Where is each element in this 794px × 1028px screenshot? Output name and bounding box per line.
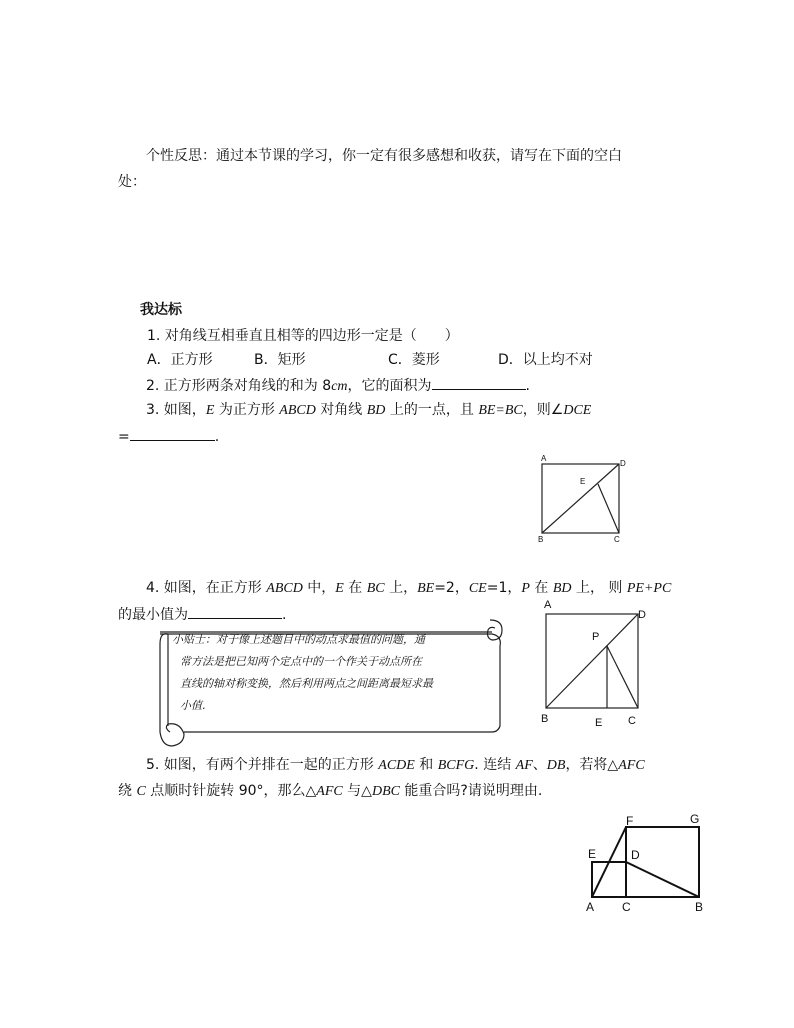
question-1-option-b: B．矩形 xyxy=(254,352,306,368)
q4-text: 上， 则 xyxy=(571,580,627,596)
q5-var: DBC xyxy=(371,784,400,799)
fig3-square-bcfg xyxy=(626,827,699,897)
tip-line-1: 小贴士：对于像上述题目中的动点求最值的问题，通 xyxy=(172,633,425,646)
fig3-label-a: A xyxy=(586,900,595,914)
tip-line-2: 常方法是把已知两个定点中的一个作关于动点所在 xyxy=(180,655,422,668)
q4-text: =2， xyxy=(434,580,469,596)
fig3-label-c: C xyxy=(622,900,631,914)
fig1-label-a: A xyxy=(541,454,547,463)
q5-var: AFC xyxy=(316,784,343,799)
q5-text: ，若将△ xyxy=(565,757,619,773)
q5-text: 5. 如图，有两个并排在一起的正方形 xyxy=(146,757,379,773)
tip-line-3: 直线的轴对称变换，然后利用两点之间距离最短求最 xyxy=(180,677,433,690)
q4-text: 4. 如图，在正方形 xyxy=(146,580,267,596)
q3-text: 对角线 xyxy=(315,402,367,418)
q3-eq: = xyxy=(118,429,130,445)
q5-var: DB xyxy=(546,758,566,773)
q5-var: ACDE xyxy=(378,758,415,773)
fig3-segment-db xyxy=(626,862,699,897)
fig1-label-c: C xyxy=(614,535,620,544)
question-2-text-b: ，它的面积为 xyxy=(347,378,432,394)
reflection-line-2: 处： xyxy=(118,174,146,190)
q5-text: 和 xyxy=(414,757,438,773)
q4-end: . xyxy=(282,607,287,623)
q4-var: BD xyxy=(552,581,572,596)
q4-var: ABCD xyxy=(266,581,303,596)
question-2-end: . xyxy=(525,378,530,394)
section-title: 我达标 xyxy=(140,302,182,318)
q4-text: 中， xyxy=(302,580,336,596)
q4-var: CE xyxy=(468,581,487,596)
fig3-square-acde xyxy=(592,862,626,897)
q3-condition: BE=BC xyxy=(478,403,523,418)
q5-text: 、 xyxy=(532,757,547,773)
fig2-label-c: C xyxy=(628,715,636,727)
question-2-unit: cm xyxy=(331,379,348,394)
tip-line-4: 小值. xyxy=(180,699,206,712)
question-2-value: 8 xyxy=(322,378,332,394)
fig2-label-p: P xyxy=(592,631,600,643)
q3-text: 3. 如图， xyxy=(146,402,206,418)
q3-end: . xyxy=(214,429,220,445)
q4-var: BE xyxy=(417,581,435,596)
q4-text: =1， xyxy=(486,580,522,596)
q4-text: 上， xyxy=(384,580,418,596)
q3-var-dce: DCE xyxy=(563,403,592,418)
fig1-label-d: D xyxy=(620,459,626,468)
question-1-option-c: C．菱形 xyxy=(388,352,440,368)
fig1-label-b: B xyxy=(538,535,544,544)
fig3-label-b: B xyxy=(695,900,704,914)
q4-text: 在 xyxy=(529,580,553,596)
q5-text: 点顺时针旋转 90°，那么△ xyxy=(145,783,317,799)
fig2-label-a: A xyxy=(544,599,552,611)
fig3-label-f: F xyxy=(626,814,634,828)
q5-var: BCFG xyxy=(437,758,475,773)
fig1-label-e: E xyxy=(580,477,586,486)
q3-text: ，则∠ xyxy=(522,402,564,418)
q4-text: 的最小值为 xyxy=(118,607,188,623)
q3-var-e: E xyxy=(205,403,215,418)
q5-text: 与△ xyxy=(342,783,372,799)
fig3-label-g: G xyxy=(690,812,700,826)
fig3-label-e: E xyxy=(588,847,597,861)
fig2-label-e: E xyxy=(595,717,603,729)
q5-text: . 连结 xyxy=(474,757,516,773)
q5-var: AFC xyxy=(618,758,645,773)
q4-var: BC xyxy=(366,581,385,596)
question-1-stem: 1. 对角线互相垂直且相等的四边形一定是（ ） xyxy=(147,328,459,344)
fig2-label-d: D xyxy=(638,609,646,621)
fig3-label-d: D xyxy=(631,848,640,862)
fig2-label-b: B xyxy=(541,713,549,725)
q4-expression: PE+PC xyxy=(626,581,672,596)
question-2-text-a: 2. 正方形两条对角线的和为 xyxy=(146,378,323,394)
reflection-line-1: 个性反思：通过本节课的学习，你一定有很多感想和收获，请写在下面的空白 xyxy=(146,148,622,164)
q4-var: E xyxy=(335,581,344,596)
q4-text: 在 xyxy=(343,580,367,596)
q5-text: 能重合吗?请说明理由. xyxy=(399,783,543,799)
q3-var-abcd: ABCD xyxy=(279,403,316,418)
question-1-option-a: A．正方形 xyxy=(147,352,213,368)
q5-var: C xyxy=(136,784,146,799)
q3-var-bd: BD xyxy=(366,403,386,418)
q4-var: P xyxy=(521,581,530,596)
q5-text: 绕 xyxy=(118,783,137,799)
q3-text: 上的一点，且 xyxy=(385,402,479,418)
question-1-option-d: D．以上均不对 xyxy=(498,352,593,368)
q5-var: AF xyxy=(515,758,533,773)
q3-text: 为正方形 xyxy=(214,402,280,418)
